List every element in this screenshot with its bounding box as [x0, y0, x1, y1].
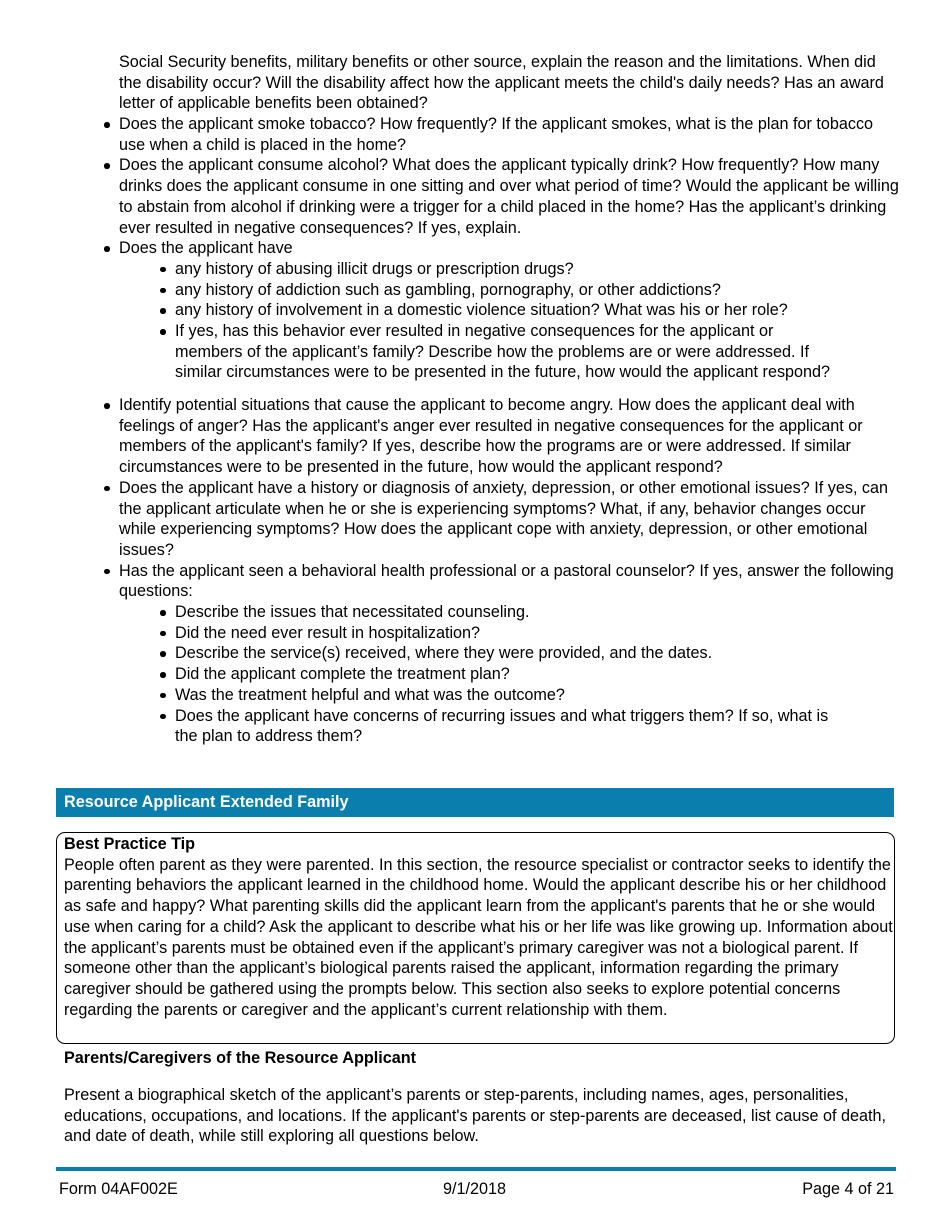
sub-list-item: If yes, has this behavior ever resulted in negative consequences for the applicant or members of the applicant’s family? Describe how the problems are or were addressed. If similar circumstances were to be presented in the future, how would the applicant respond? — [175, 321, 839, 383]
continuation-text: Social Security benefits, military benefits or other source, explain the reason and the limitations. When did the disability occur? Will the disability affect how the applicant meets the child's daily needs? Has an award letter of applicable benefits been obtained? — [119, 53, 884, 113]
sub-question-list — [119, 259, 839, 383]
sub-list-item: Did the applicant complete the treatment plan? — [175, 664, 839, 685]
question-list-health-habits — [119, 114, 899, 389]
footer-form-number: Form 04AF002E — [59, 1180, 178, 1198]
section-heading-banner: Resource Applicant Extended Family — [56, 788, 894, 817]
sub-list-item: Did the need ever result in hospitalization? — [175, 623, 839, 644]
sub-list-item: Does the applicant have concerns of recurring issues and what triggers them? If so, what is the plan to address them? — [175, 706, 839, 747]
list-item: Identify potential situations that cause the applicant to become angry. How does the applicant deal with feelings of anger? Has the applicant's anger ever resulted in negative consequences for the applicant or members of the applicant's family? If yes, describe how the programs are or were addressed. If similar circumstances were to be presented in the future, how would the applicant respond? — [119, 395, 899, 478]
tip-text: People often parent as they were parented. In this section, the resource specialist or contractor seeks to identify the parenting behaviors the applicant learned in the childhood home. Would the applicant describe his or her childhood as safe and happy? What parenting skills did the applicant learn from the applicant's parents that he or she would use when caring for a child? Ask the applicant to describe what his or her life was like growing up. Information about the applicant’s parents must be obtained even if the applicant’s primary caregiver was not a biological parent. If someone other than the applicant’s biological parents raised the applicant, information regarding the primary caregiver should be gathered using the prompts below. This section also seeks to explore potential concerns regarding the parents or caregiver and the applicant’s current relationship with them. — [64, 855, 893, 1019]
footer-divider — [56, 1167, 896, 1171]
sub-list-item: Was the treatment helpful and what was the outcome? — [175, 685, 839, 706]
list-item-text: Has the applicant seen a behavioral health professional or a pastoral counselor? If yes, answer the following questions: — [119, 561, 894, 601]
sub-list-item: any history of abusing illicit drugs or prescription drugs? — [175, 259, 839, 280]
footer-date: 9/1/2018 — [443, 1180, 507, 1198]
subsection-heading: Parents/Caregivers of the Resource Applicant — [64, 1049, 417, 1067]
question-list-emotional-health — [119, 395, 899, 747]
list-item-text: Does the applicant have — [119, 239, 293, 258]
list-item — [119, 561, 899, 747]
list-item: Does the applicant have a history or diagnosis of anxiety, depression, or other emotional issues? If yes, can the applicant articulate when he or she is experiencing symptoms? What, if any, behavior changes occur while experiencing symptoms? How does the applicant cope with anxiety, depression, or other emotional issues? — [119, 478, 899, 561]
body-paragraph: Present a biographical sketch of the applicant’s parents or step-parents, including names, ages, personalities, educations, occupations, and locations. If the applicant's parents or step-parents are deceased, list cause of death, and date of death, while still exploring all questions below. — [64, 1086, 886, 1146]
sub-list-item: Describe the service(s) received, where they were provided, and the dates. — [175, 643, 839, 664]
sub-list-item: any history of involvement in a domestic violence situation? What was his or her role? — [175, 300, 839, 321]
list-item: Does the applicant smoke tobacco? How frequently? If the applicant smokes, what is the plan for tobacco use when a child is placed in the home? — [119, 114, 899, 155]
footer-page-number: Page 4 of 21 — [802, 1180, 894, 1198]
list-item — [119, 238, 899, 389]
sub-list-item: any history of addiction such as gambling, pornography, or other addictions? — [175, 280, 839, 301]
best-practice-tip-box — [56, 832, 895, 1044]
sub-list-item: Describe the issues that necessitated counseling. — [175, 602, 839, 623]
list-item: Does the applicant consume alcohol? What does the applicant typically drink? How frequently? How many drinks does the applicant consume in one sitting and over what period of time? Would the applicant be willing to abstain from alcohol if drinking were a trigger for a child placed in the home? Has the applicant’s drinking ever resulted in negative consequences? If yes, explain. — [119, 156, 899, 237]
tip-title: Best Practice Tip — [64, 835, 196, 853]
sub-question-list — [119, 602, 839, 747]
